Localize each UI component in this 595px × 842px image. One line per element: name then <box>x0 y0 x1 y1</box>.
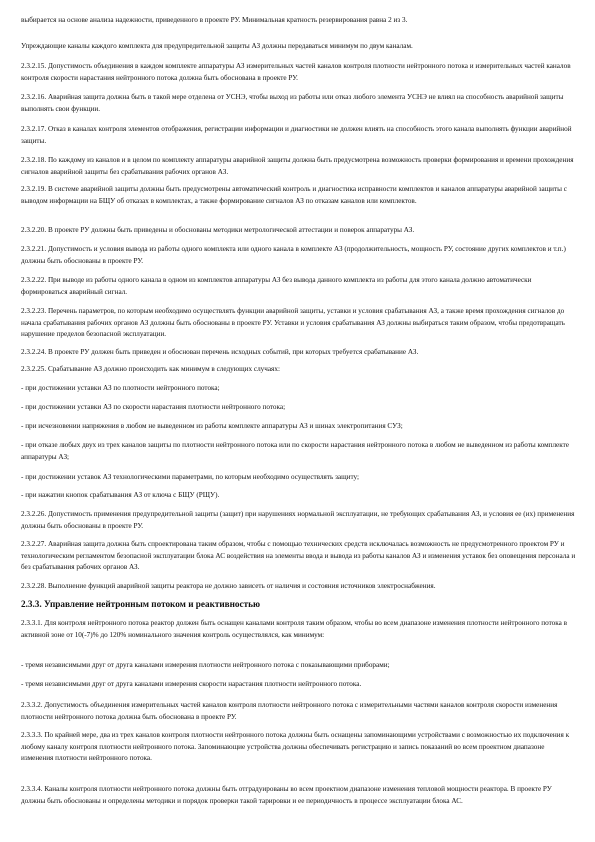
paragraph: Упреждающие каналы каждого комплекта для предупредительной защиты АЗ должны передаваться минимум по двум каналам. <box>21 42 413 50</box>
paragraph: 2.3.2.21. Допустимость и условия вывода из работы одного комплекта или одного канала в комплекте АЗ (продолжительность, мощность РУ, состояние других комплектов и т.п.) должны быть обоснованы в проекте РУ. <box>21 245 566 265</box>
list-item: - при нажатии кнопок срабатывания АЗ от ключа с БЩУ (РЩУ). <box>21 491 220 499</box>
paragraph: 2.3.2.20. В проекте РУ должны быть приведены и обоснованы методики метрологической аттестации и поверок аппаратуры АЗ. <box>21 226 415 234</box>
paragraph: 2.3.2.16. Аварийная защита должна быть в такой мере отделена от УСНЭ, чтобы выход из работы или отказ любого элемента УСНЭ не влиял на способность аварийной защиты выполнять свои функции. <box>21 93 564 113</box>
list-item: - при достижении уставки АЗ по скорости нарастания плотности нейтронного потока; <box>21 403 286 411</box>
list-item: - при достижении уставки АЗ по плотности нейтронного потока; <box>21 384 220 392</box>
paragraph: 2.3.3.3. По крайней мере, два из трех каналов контроля плотности нейтронного потока должны быть оснащены запоминающими устройствами с возможностью их подключения к любому каналу контроля плотности нейтронного потока. Запоминающие устройства должны обеспечивать регистрацию и запись показаний во всем проектном диапазоне изменения плотности нейтронного потока. <box>21 731 570 763</box>
paragraph: 2.3.2.19. В системе аварийной защиты должны быть предусмотрены автоматический контроль и диагностика исправности комплектов и каналов аппаратуры аварийной защиты с выводом информации на БЩУ об отказах в комплектах, а также формирование сигналов АЗ по отказам каналов или комплектов. <box>21 185 567 205</box>
paragraph: 2.3.2.17. Отказ в каналах контроля элементов отображения, регистрации информации и диагностики не должен влиять на способность этого канала выполнять функции аварийной защиты. <box>21 125 572 145</box>
paragraph: выбирается на основе анализа надежности, приведенного в проекте РУ. Минимальная кратность резервирования равна 2 из 3. <box>21 16 408 24</box>
list-item: - тремя независимыми друг от друга каналами измерения плотности нейтронного потока с показывающими приборами; <box>21 661 390 669</box>
paragraph: 2.3.2.23. Перечень параметров, по которым необходимо осуществлять функции аварийной защиты, уставки и условия срабатывания АЗ, а также время прохождения сигналов до начала срабатывания рабочих органов АЗ должны быть обоснованы в проекте РУ. Уставки и условия срабатывания АЗ должны выбираться таким образом, чтобы предотвращать нарушение пределов безопасной эксплуатации. <box>21 307 565 339</box>
paragraph: 2.3.2.26. Допустимость применения предупредительной защиты (защит) при нарушениях нормальной эксплуатации, не требующих срабатывания АЗ, и условия ее (их) применения должны быть обоснованы в проекте РУ. <box>21 510 575 530</box>
list-item: - при достижении уставок АЗ технологическими параметрами, по которым необходимо осуществлять защиту; <box>21 473 360 481</box>
paragraph: 2.3.2.27. Аварийная защита должна быть спроектирована таким образом, чтобы с помощью технических средств исключалась возможность не предусмотренного проектом РУ и технологическим регламентом безопасной эксплуатации блока АС воздействия на элементы ввода и вывода из работы каналов АЗ и изменения уставок без оповещения персонала и без срабатывания рабочих органов АЗ. <box>21 540 576 572</box>
paragraph: 2.3.2.24. В проекте РУ должен быть приведен и обоснован перечень исходных событий, при которых требуется срабатывание АЗ. <box>21 348 419 356</box>
paragraph: 2.3.3.2. Допустимость объединения измерительных частей каналов контроля плотности нейтронного потока с измерительными частями каналов контроля скорости изменения плотности нейтронного потока должна быть обоснована в проекте РУ. <box>21 701 558 721</box>
paragraph: 2.3.2.28. Выполнение функций аварийной защиты реактора не должно зависеть от наличия и состояния источников электроснабжения. <box>21 582 436 590</box>
list-item: - тремя независимыми друг от друга каналами измерения скорости нарастания плотности нейтронного потока. <box>21 680 362 688</box>
list-item: - при исчезновении напряжения в любом не выведенном из работы комплекте аппаратуры АЗ и шинах электропитания СУЗ; <box>21 422 403 430</box>
paragraph: 2.3.2.22. При выводе из работы одного канала в одном из комплектов аппаратуры АЗ без вывода данного комплекта из работы для этого канала должно автоматически формироваться аварийный сигнал. <box>21 276 532 296</box>
paragraph: 2.3.2.25. Срабатывание АЗ должно происходить как минимум в следующих случаях: <box>21 365 280 373</box>
paragraph: 2.3.3.1. Для контроля нейтронного потока реактор должен быть оснащен каналами контроля таким образом, чтобы во всем диапазоне изменения плотности нейтронного потока в активной зоне от 10(-7)% до 120% номинального значения контроль осуществлялся, как минимум: <box>21 619 568 639</box>
paragraph: 2.3.3.4. Каналы контроля плотности нейтронного потока должны быть отградуированы во всем проектном диапазоне изменения тепловой мощности реактора. В проекте РУ должны быть обоснованы и определены методики и порядок проверки такой тарировки и ее периодичность в процессе эксплуатации блока АС. <box>21 785 552 805</box>
list-item: - при отказе любых двух из трех каналов защиты по плотности нейтронного потока или по скорости нарастания нейтронного потока в любом не выведенном из работы комплекте аппаратуры АЗ; <box>21 441 569 461</box>
paragraph: 2.3.2.15. Допустимость объединения в каждом комплекте аппаратуры АЗ измерительных частей каналов контроля плотности нейтронного потока и измерительных частей каналов контроля скорости нарастания нейтронного потока должна быть обоснована в проекте РУ. <box>21 62 571 82</box>
section-heading: 2.3.3. Управление нейтронным потоком и реактивностью <box>21 599 260 609</box>
paragraph: 2.3.2.18. По каждому из каналов и в целом по комплекту аппаратуры аварийной защиты должна быть предусмотрена возможность проверки формирования и времени прохождения сигналов аварийной защиты без срабатывания рабочих органов АЗ. <box>21 156 574 176</box>
